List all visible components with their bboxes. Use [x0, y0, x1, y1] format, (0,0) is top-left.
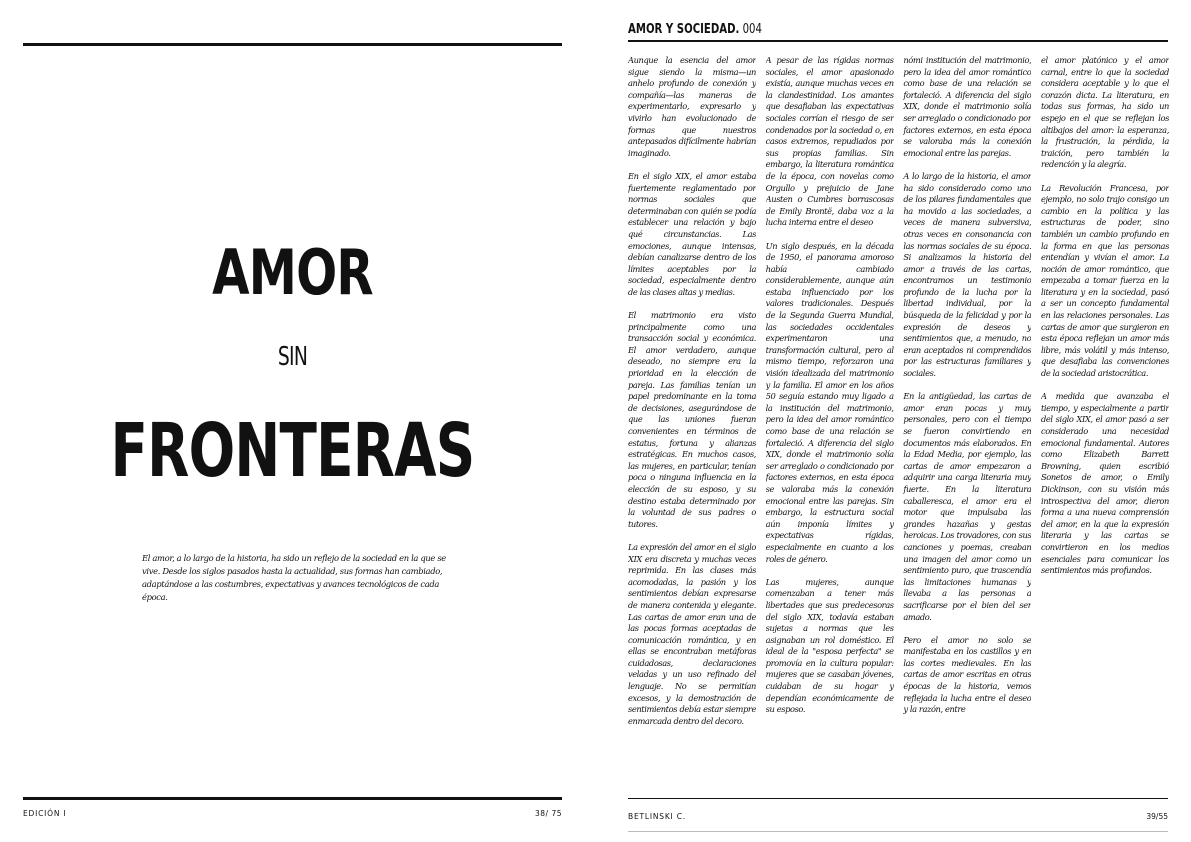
- section-header-number: 004: [739, 22, 762, 37]
- title-fronteras: FRONTERAS: [110, 408, 475, 494]
- title-amor: AMOR: [212, 236, 373, 309]
- left-page: [0, 0, 595, 842]
- top-rule: [23, 43, 562, 46]
- column-1: [628, 55, 756, 792]
- column-3: [903, 55, 1031, 792]
- paragraph: Un siglo después, en la década de 1950, el panorama amoroso había cambiado considerablemente, aunque aún estaba influenciado por los valores tradicionales. Después de la Segunda Guerra Mundial, las sociedades occidentales experimentaron una transformación cultural, pero al mismo tiempo, reforzaron una visión idealizada del matrimonio y la familia. El amor en los años 50 seguía estando muy ligado a la institución del matrimonio, pero la idea del amor romántico como base de una relación se fortaleció. A diferencia del siglo XIX, donde el matrimonio solía ser arreglado o condicionado por factores externos, en esta época se valoraba más la conexión emocional entre las parejas. Sin embargo, la estructura social aún imponía límites y expectativas rígidas, especialmente en cuanto a los roles de género.: [765, 240, 894, 564]
- footer-bottom-rule: [628, 831, 1168, 832]
- column-2: [766, 55, 894, 792]
- footer-rule: [628, 798, 1168, 799]
- paragraph: A lo largo de la historia, el amor ha sido considerado como uno de los pilares fundamentales que ha movido a las sociedades, a veces de manera subversiva, otras veces en consonancia con las normas sociales de su época. Si analizamos la historia del amor a través de las cartas, encontramos un testimonio profundo de la lucha por la libertad individual, por la búsqueda de la felicidad y por la expresión de deseos y sentimientos que, a menudo, no eran aceptados ni comprendidos por las estructuras familiares y sociales.: [903, 170, 1032, 379]
- intro-paragraph: El amor, a lo largo de la historia, ha sido un reflejo de la sociedad en la que se vive. Desde los siglos pasados hasta la actualidad, sus formas han cambiado, adaptándose a las costumbres, expectativas y avances tecnológicos de cada época.: [142, 553, 446, 602]
- author-label: BETLINSKI C.: [628, 812, 686, 821]
- section-header: [628, 22, 762, 37]
- column-4: [1041, 55, 1169, 792]
- paragraph: En la antigüedad, las cartas de amor eran pocas y muy personales, pero con el tiempo se fueron convirtiendo en documentos más elaborados. En la Edad Media, por ejemplo, las cartas de amor empezaron a adquirir una carga literaria muy fuerte. En la literatura caballeresca, el amor era el motor que impulsaba las grandes hazañas y gestas heroicas. Los trovadores, con sus canciones y poemas, creaban una imagen del amor como un sentimiento puro, que trascendía las limitaciones humanas y llevaba a las personas a sacrificarse por el bien del ser amado.: [903, 391, 1032, 622]
- page-number-left: 38/ 75: [535, 809, 562, 818]
- paragraph: Pero el amor no solo se manifestaba en los castillos y en las cortes medievales. En las cartas de amor escritas en otras épocas de la historia, vemos reflejada la lucha entre el deseo y la razón, entre: [903, 634, 1032, 715]
- paragraph: La Revolución Francesa, por ejemplo, no solo trajo consigo un cambio en la política y las estructuras de poder, sino también un cambio profundo en la forma en que las personas entendían y vivían el amor. La noción de amor romántico, que empezaba a tomar fuerza en la literatura y en la sociedad, pasó a ser un concepto fundamental en las relaciones personales. Las cartas de amor que surgieron en esta época reflejan un amor más libre, más volátil y más intenso, que desafiaba las convenciones de la sociedad aristocrática.: [1040, 182, 1169, 379]
- bottom-rule: [23, 797, 562, 800]
- page-number-right: 39/55: [1146, 812, 1168, 821]
- section-header-title: AMOR Y SOCIEDAD.: [628, 22, 740, 37]
- paragraph: En el siglo XIX, el amor estaba fuertemente reglamentado por normas sociales que determinaban con quién se podía establecer una relación y bajo qué circunstancias. Las emociones, aunque intensas, debían canalizarse dentro de los límites aceptables por la sociedad, especialmente dentro de las clases altas y medias.: [628, 170, 756, 297]
- paragraph: Aunque la esencia del amor sigue siendo la misma—un anhelo profundo de conexión y compañía—las maneras de experimentarlo, expresarlo y vivirlo han evolucionado de formas que nuestros antepasados difícilmente habrían imaginado.: [628, 55, 756, 158]
- paragraph: El matrimonio era visto principalmente como una transacción social y económica. El amor verdadero, aunque deseado, no siempre era la prioridad en la elección de pareja. Las familias tenían un papel predominante en la toma de decisiones, asegurándose de que las uniones fueran convenientes en términos de estatus, fortuna y alianzas estratégicas. En muchos casos, las mujeres, en particular, tenían poca o ninguna influencia en la elección de su esposo, y su destino estaba determinado por la voluntad de sus padres o tutores.: [628, 310, 756, 529]
- header-rule: [628, 40, 1168, 42]
- paragraph: A medida que avanzaba el tiempo, y especialmente a partir del siglo XIX, el amor pasó a ser considerado una necesidad emocional fundamental. Autores como Elizabeth Barrett Browning, quien escribió Sonetos de amor, o Emily Dickinson, con su visión más introspectiva del amor, dieron forma a una nueva comprensión del amor, en la que la expresión literaria y las cartas se convirtieron en los medios esenciales para comunicar los sentimientos más profundos.: [1040, 391, 1169, 576]
- right-page: [596, 0, 1191, 842]
- paragraph: La expresión del amor en el siglo XIX era discreta y muchas veces reprimida. En las clases más acomodadas, la pasión y los sentimientos debían expresarse de manera contenida y elegante. Las cartas de amor eran una de las pocas formas aceptadas de comunicación romántica, y en ellas se encontraban metáforas cuidadosas, declaraciones veladas y un uso refinado del lenguaje. No se permitían excesos, y la demostración de sentimientos debía estar siempre enmarcada dentro del decoro.: [628, 541, 756, 726]
- title-sin: SIN: [277, 342, 308, 372]
- article-columns: [628, 55, 1169, 792]
- edition-label: EDICIÓN I: [23, 809, 67, 818]
- paragraph: nómi institución del matrimonio, pero la idea del amor romántico como base de una relación se fortaleció. A diferencia del siglo XIX, donde el matrimonio solía ser arreglado o condicionado por factores externos, en esta época se valoraba más la conexión emocional entre las parejas.: [903, 55, 1032, 158]
- paragraph: A pesar de las rígidas normas sociales, el amor apasionado existía, aunque muchas veces en la clandestinidad. Los amantes que desafiaban las expectativas sociales corrían el riesgo de ser condenados por la sociedad o, en casos extremos, repudiados por sus propias familias. Sin embargo, la literatura romántica de la época, con novelas como Orgullo y prejuicio de Jane Austen o Cumbres borrascosas de Emily Brontë, daba voz a la lucha interna entre el deseo: [765, 55, 894, 228]
- paragraph: Las mujeres, aunque comenzaban a tener más libertades que sus predecesoras del siglo XIX, todavía estaban sujetas a normas que les asignaban un rol doméstico. El ideal de la "esposa perfecta" se promovía en la cultura popular: mujeres que se casaban jóvenes, cuidaban de su hogar y dependían económicamente de su esposo.: [765, 576, 894, 715]
- paragraph: el amor platónico y el amor carnal, entre lo que la sociedad considera aceptable y lo que el corazón dicta. La literatura, en todas sus formas, ha sido un espejo en el que se reflejan los altibajos del amor: la esperanza, la frustración, la pérdida, la traición, pero también la redención y la alegría.: [1040, 55, 1169, 170]
